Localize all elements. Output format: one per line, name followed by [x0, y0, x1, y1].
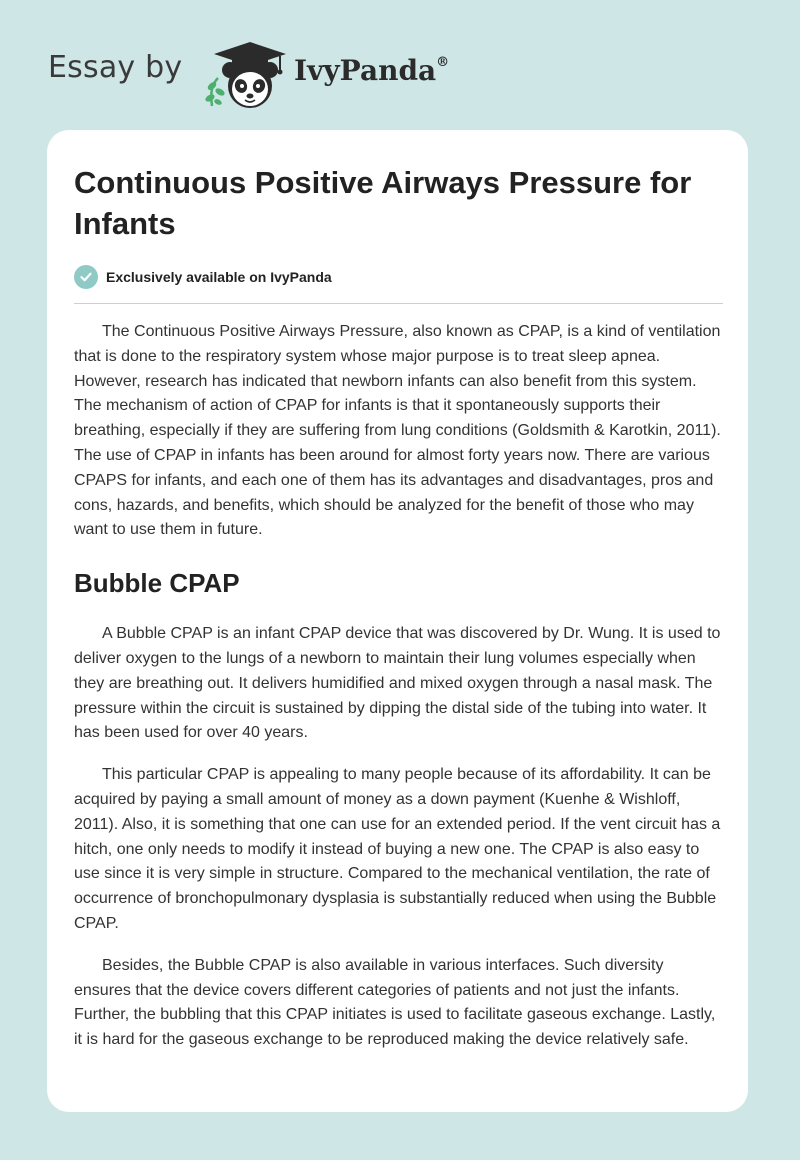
panda-logo-icon[interactable]: [200, 36, 292, 112]
site-header: [48, 36, 488, 112]
paragraph-bubble-cpap-definition: A Bubble CPAP is an infant CPAP device that was discovered by Dr. Wung. It is used to deliver oxygen to the lungs of a newborn to maintain their lung volumes especially when they are breathing out. It delivers humidified and mixed oxygen through a nasal mask. The pressure within the circuit is sustained by dipping the distal side of the tubing into water. It has been used for over 40 years.: [74, 625, 721, 742]
article-title: Continuous Positive Airways Pressure for Infants: [74, 165, 692, 241]
brand-text: IvyPanda: [294, 54, 437, 87]
exclusive-badge: [74, 264, 724, 290]
check-circle-icon: [74, 265, 98, 289]
article-card: [47, 130, 748, 1112]
article-content: [74, 162, 724, 1053]
paragraph-bubble-cpap-affordability: This particular CPAP is appealing to many people because of its affordability. It can be acquired by paying a small amount of money as a down payment (Kuenhe & Wishloff, 2011). Also, it is something that one can use for an extended period. If the vent circuit has a hitch, one only needs to modify it instead of buying a new one. The CPAP is also easy to use since it is very simple in structure. Compared to the mechanical ventilation, the rate of occurrence of bronchopulmonary dysplasia is substantially reduced when using the Bubble CPAP.: [74, 766, 721, 932]
section-heading-bubble-cpap: Bubble CPAP: [74, 568, 240, 599]
registered-mark: ®: [436, 54, 450, 70]
brand-name[interactable]: [294, 54, 449, 87]
essay-by-label: Essay by: [48, 50, 183, 85]
exclusive-badge-label: Exclusively available on IvyPanda: [106, 269, 332, 285]
paragraph-intro: The Continuous Positive Airways Pressure, also known as CPAP, is a kind of ventilation that is done to the respiratory system whose major purpose is to treat sleep apnea. However, research has indicated that newborn infants can also benefit from this system. The mechanism of action of CPAP for infants is that it spontaneously supports their breathing, especially if they are suffering from lung conditions (Goldsmith & Karotkin, 2011). The use of CPAP in infants has been around for almost forty years now. There are various CPAPS for infants, and each one of them has its advantages and disadvantages, pros and cons, hazards, and benefits, which should be analyzed for the benefit of those who may want to use them in future.: [74, 323, 721, 539]
paragraph-bubble-cpap-interfaces: Besides, the Bubble CPAP is also available in various interfaces. Such diversity ensures that the device covers different categories of patients and not just the infants. Further, the bubbling that this CPAP initiates is used to facilitate gaseous exchange. Lastly, it is hard for the gaseous exchange to be reproduced making the device relatively safe.: [74, 956, 716, 1049]
divider: [74, 303, 723, 304]
